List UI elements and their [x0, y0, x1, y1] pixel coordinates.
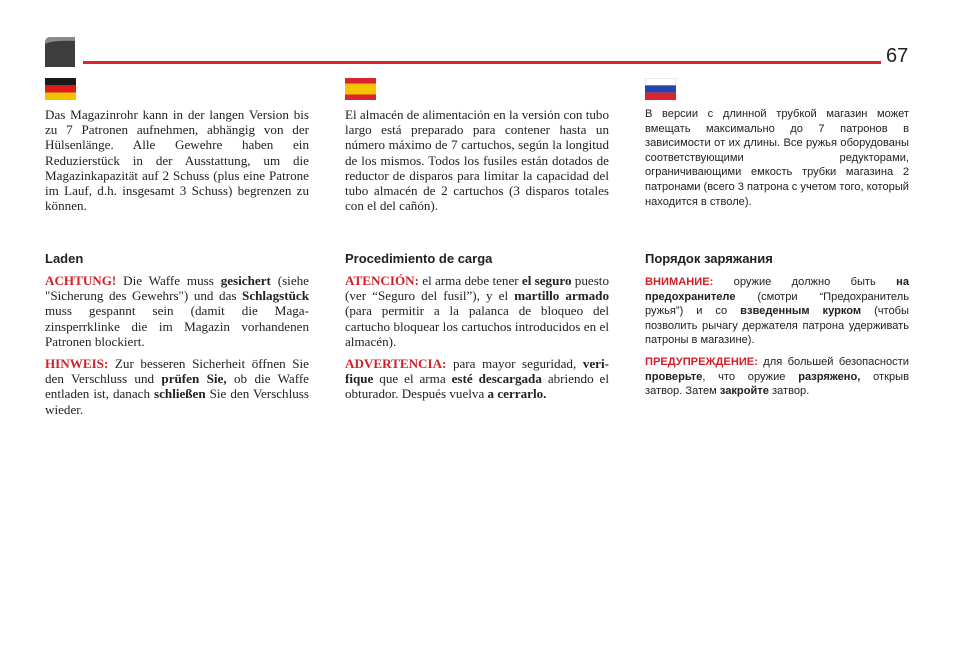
spanish-warning-paragraph: [345, 273, 609, 349]
text-run: (чтобы позволить рычагу держателя патрона удерживать патроны в магазине).: [645, 305, 909, 347]
page-number: 67: [886, 45, 909, 67]
russian-instructions-block: [645, 275, 909, 399]
text-run: открыв затвор. Затем: [645, 370, 909, 398]
german-intro-block: [45, 107, 309, 213]
russian-note-paragraph: [645, 355, 909, 399]
german-section-heading: Laden: [45, 251, 84, 266]
spanish-note-label: ADVERTENCIA:: [345, 356, 447, 372]
bold-run: разряжено,: [798, 370, 861, 383]
bold-run: взведенным курком: [740, 305, 862, 318]
russian-intro-block: [645, 107, 909, 209]
german-intro-paragraph: Das Magazinrohr kann in der langen Version bis zu 7 Patronen aufnehmen, abhängig von der Hülsenlänge. Alle Gewehre haben ein Reduzierstück in der Ausstattung, um die Magazinkapazität auf 2 Schuss (plus eine Patrone im Lauf, d.h. insgesamt 3 Schuss) begrenzen zu können.: [45, 107, 309, 214]
bold-run: проверьте: [645, 370, 703, 383]
text-run: muss gespannt sein (damit die Magazinsperrklinke die im Magazin vorhandenen Patronen blockiert.: [45, 303, 309, 349]
spanish-flag-icon: [345, 78, 376, 100]
german-warning-label: ACHTUNG!: [45, 273, 117, 288]
bold-run: martillo armado: [514, 288, 609, 304]
russian-section-heading: Порядок заряжания: [645, 251, 773, 266]
text-run: затвор.: [768, 385, 810, 398]
spanish-note-paragraph: [345, 356, 609, 402]
russian-warning-label: ВНИМАНИЕ:: [645, 276, 714, 288]
bold-run: el seguro: [521, 273, 572, 288]
text-run: Sie den Verschluss wieder.: [45, 386, 309, 417]
german-flag-icon: [45, 78, 76, 100]
spanish-warning-label: ATENCIÓN:: [345, 273, 419, 288]
header-rule: [83, 61, 881, 64]
text-run: Die Waffe muss: [116, 273, 221, 288]
text-run: para mayor seguridad,: [446, 356, 583, 372]
russian-warning-paragraph: [645, 275, 909, 348]
bold-run: на предохранителе: [645, 276, 909, 303]
text-run: (смотри “Предохранитель ружья”) и со: [645, 290, 909, 318]
bold-run: Schlagstück: [242, 288, 309, 304]
bold-run: закройте: [719, 385, 769, 398]
text-run: puesto (ver “Seguro del fusil”), y el: [345, 273, 609, 304]
russian-note-label: ПРЕДУПРЕЖДЕНИЕ:: [645, 355, 758, 368]
german-note-paragraph: [45, 356, 309, 417]
german-note-label: HINWEIS:: [45, 356, 109, 372]
spanish-instructions-block: [345, 273, 609, 402]
text-run: Zur besseren Sicherheit öffnen Sie den Verschluss und: [45, 356, 309, 387]
spanish-intro-block: [345, 107, 609, 213]
brand-logo-icon: [45, 37, 75, 67]
bold-run: schließen: [154, 386, 206, 402]
text-run: que el arma: [373, 371, 452, 387]
text-run: (para permitir a la palanca de bloqueo del cartucho bloquear los cartuchos introducidos en el almacén).: [345, 303, 609, 349]
russian-intro-paragraph: В версии с длинной трубкой магазин может вмещать максимально до 7 патронов в зависимости от их длины. Все ружья оборудованы соответствующими редукторами, ограничивающими емкость трубки магазина 2 патронами (всего 3 патрона с учетом того, который находится в стволе).: [645, 108, 910, 208]
text-run: abriendo el obturador. Después vuelva: [345, 371, 609, 402]
german-warning-paragraph: [45, 273, 309, 349]
text-run: оружие должно быть: [713, 276, 897, 288]
text-run: ob die Waffe entladen ist, danach: [45, 371, 309, 402]
text-run: , что оружие: [702, 370, 799, 383]
bold-run: gesichert: [220, 273, 271, 288]
german-instructions-block: [45, 273, 309, 417]
text-run: (siehe "Sicherung des Gewehrs") und das: [45, 273, 309, 304]
spanish-section-heading: Procedimiento de carga: [345, 251, 493, 266]
bold-run: a cerrarlo.: [487, 386, 547, 402]
bold-run: verifique: [345, 356, 609, 387]
russian-flag-icon: [645, 78, 676, 100]
bold-run: esté descargada: [451, 371, 542, 387]
spanish-intro-paragraph: El almacén de alimentación en la versión con tubo largo está preparado para contener hasta un número máximo de 7 cartuchos, según la longitud de los mismos. Todos los fusiles están dotados de reductor de disparos para limitar la capacidad del tubo almacén de 2 cartuchos (3 disparos totales con el del cañón).: [345, 107, 609, 214]
bold-run: prüfen Sie,: [161, 371, 227, 387]
text-run: для большей безопасности: [757, 355, 909, 368]
text-run: el arma debe tener: [418, 273, 522, 288]
